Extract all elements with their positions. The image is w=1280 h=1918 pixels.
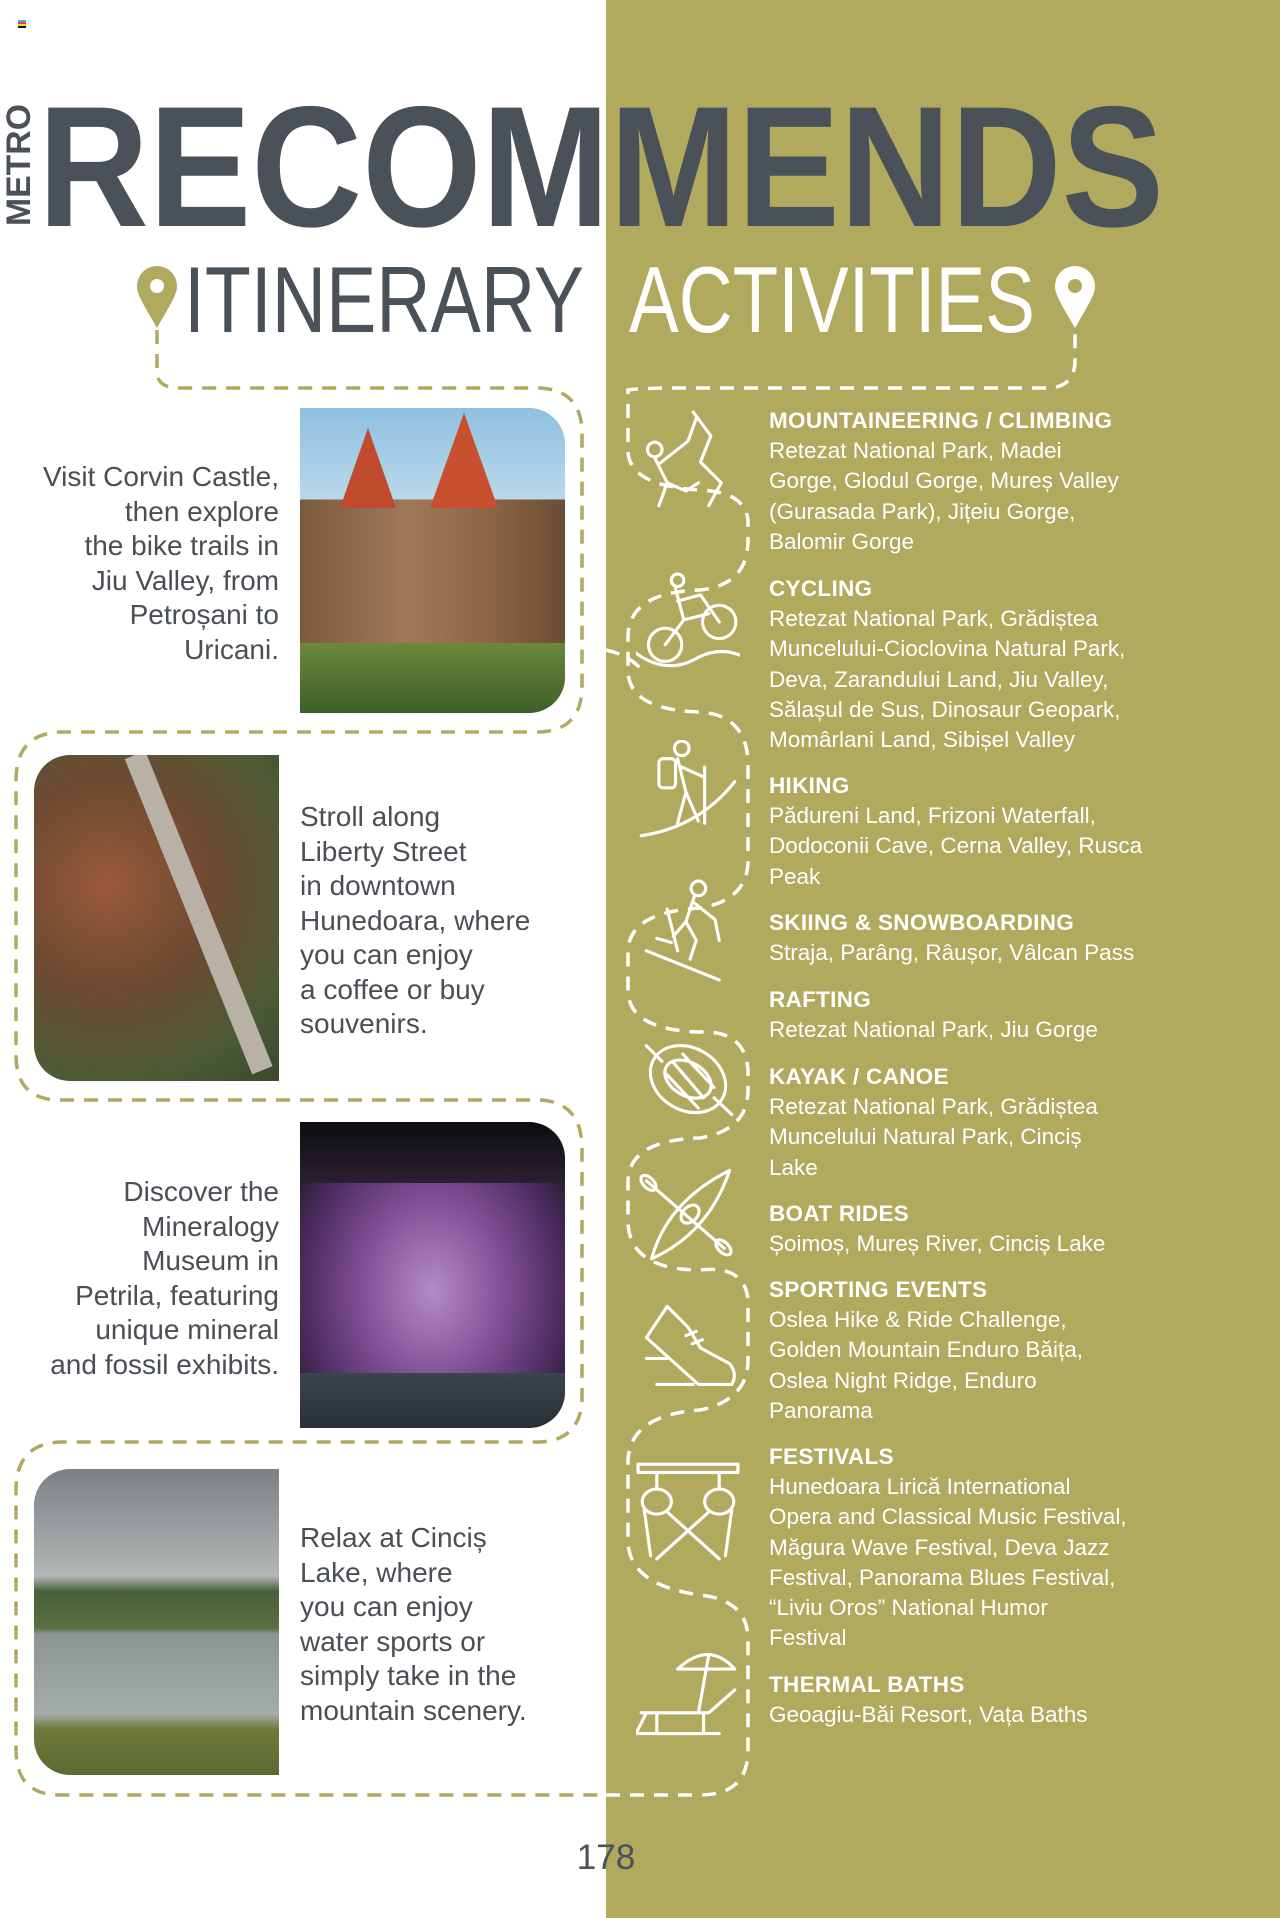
section-headings <box>0 250 1280 350</box>
climbing-icon <box>636 410 740 514</box>
map-pin-icon <box>137 266 177 328</box>
hiking-icon <box>636 740 740 844</box>
stage-lights-icon <box>636 1460 740 1564</box>
photo-hunedoara-town <box>34 755 279 1081</box>
activity-item <box>769 908 1269 968</box>
itinerary-text-line: a coffee or buy <box>300 973 485 1005</box>
activity-locations-line: Retezat National Park, Grădiștea <box>769 606 1098 632</box>
itinerary-text-line: Relax at Cinciș <box>300 1522 487 1553</box>
itinerary-text-3 <box>9 1175 279 1382</box>
masthead <box>0 90 1280 240</box>
masthead-title: RECOMMENDS <box>38 90 1164 240</box>
activity-locations-line: Straja, Parâng, Râușor, Vâlcan Pass <box>769 940 1135 966</box>
activity-item <box>769 985 1269 1045</box>
itinerary-text-1 <box>9 460 279 667</box>
itinerary-text-line: Petrila, featuring <box>75 1279 279 1311</box>
itinerary-text-line: Hunedoara, where <box>300 904 531 936</box>
activity-item <box>769 1275 1269 1426</box>
map-pin-icon <box>1055 266 1095 328</box>
sneaker-icon <box>636 1296 740 1400</box>
itinerary-text-line: Discover the <box>123 1176 279 1207</box>
activity-title: BOAT RIDES <box>769 1201 910 1226</box>
activity-locations-line: Pădureni Land, Frizoni Waterfall, <box>769 803 1096 829</box>
activity-locations-line: Măgura Wave Festival, Deva Jazz <box>769 1534 1110 1560</box>
itinerary-text-line: Museum in <box>142 1245 279 1276</box>
activity-title: KAYAK / CANOE <box>769 1064 949 1089</box>
itinerary-text-line: you can enjoy <box>300 1591 473 1622</box>
activity-locations-line: Opera and Classical Music Festival, <box>769 1504 1127 1530</box>
itinerary-text-line: you can enjoy <box>300 939 473 970</box>
itinerary-text-line: Liberty Street <box>300 835 467 867</box>
activity-item <box>769 1062 1269 1183</box>
activity-locations-line: Dodoconii Cave, Cerna Valley, Rusca <box>769 833 1143 859</box>
activity-title: FESTIVALS <box>769 1444 894 1469</box>
activity-locations-line: “Liviu Oros” National Humor <box>769 1595 1048 1621</box>
activity-locations-line: Festival <box>769 1625 847 1651</box>
activity-locations-line: Retezat National Park, Grădiștea <box>769 1094 1098 1120</box>
activity-locations-line: Momârlani Land, Sibișel Valley <box>769 727 1075 753</box>
photo-amethyst-mineral <box>300 1122 565 1428</box>
photo-cincis-lake <box>34 1469 279 1775</box>
activity-item <box>769 1442 1269 1653</box>
itinerary-heading: ITINERARY <box>184 250 584 350</box>
itinerary-text-2 <box>300 800 600 1042</box>
activity-locations-line: Panorama <box>769 1397 873 1423</box>
activity-title: MOUNTAINEERING / CLIMBING <box>769 408 1113 433</box>
sunbed-umbrella-icon <box>636 1640 740 1744</box>
activity-item <box>769 574 1269 755</box>
itinerary-text-line: souvenirs. <box>300 1008 428 1039</box>
activity-locations-line: Muncelului Natural Park, Cinciș <box>769 1124 1082 1150</box>
itinerary-text-line: simply take in the <box>300 1660 517 1691</box>
brand-metro: METRO <box>0 103 38 226</box>
page-number: 178 <box>576 1838 636 1877</box>
activity-locations-line: Deva, Zarandului Land, Jiu Valley, <box>769 666 1109 692</box>
activity-title: SPORTING EVENTS <box>769 1277 988 1302</box>
activity-locations-line: Peak <box>769 863 821 889</box>
activity-locations-line: Oslea Night Ridge, Enduro <box>769 1367 1037 1393</box>
activity-locations-line: Hunedoara Lirică International <box>769 1474 1071 1500</box>
itinerary-text-line: and fossil exhibits. <box>50 1348 279 1380</box>
itinerary-text-line: the bike trails in <box>84 530 279 561</box>
skiing-icon <box>636 878 740 982</box>
itinerary-text-line: Petroșani to <box>129 599 279 630</box>
itinerary-text-line: Jiu Valley, from <box>91 564 279 596</box>
activity-title: CYCLING <box>769 576 873 601</box>
itinerary-text-line: water sports or <box>300 1625 486 1657</box>
activity-item <box>769 1199 1269 1259</box>
itinerary-text-line: in downtown <box>300 870 456 901</box>
activity-locations-line: Balomir Gorge <box>769 528 915 554</box>
itinerary-text-4 <box>300 1521 600 1728</box>
activity-item <box>769 771 1269 892</box>
activity-locations-line: Retezat National Park, Madei <box>769 438 1062 464</box>
activity-locations-line: Oslea Hike & Ride Challenge, <box>769 1307 1067 1333</box>
itinerary-text-line: Stroll along <box>300 801 441 832</box>
activity-item <box>769 406 1269 557</box>
rafting-icon <box>636 1025 740 1129</box>
itinerary-text-line: Uricani. <box>184 633 279 665</box>
activity-locations-line: Lake <box>769 1154 818 1180</box>
activity-item <box>769 1670 1269 1730</box>
activity-locations-line: Geoagiu-Băi Resort, Vața Baths <box>769 1702 1088 1728</box>
itinerary-text-line: Mineralogy <box>142 1210 279 1242</box>
activity-locations-line: Festival, Panorama Blues Festival, <box>769 1564 1116 1590</box>
kayak-icon <box>636 1160 740 1264</box>
activity-locations-line: Golden Mountain Enduro Băița, <box>769 1337 1083 1363</box>
itinerary-text-line: mountain scenery. <box>300 1694 527 1726</box>
itinerary-text-line: Lake, where <box>300 1556 453 1588</box>
photo-corvin-castle <box>300 408 565 713</box>
activity-locations-line: Sălașul de Sus, Dinosaur Geopark, <box>769 696 1121 722</box>
itinerary-text-line: then explore <box>124 495 279 527</box>
activity-locations-line: (Gurasada Park), Jițeiu Gorge, <box>769 498 1076 524</box>
activity-locations-line: Muncelului-Cioclovina Natural Park, <box>769 636 1126 662</box>
activity-title: THERMAL BATHS <box>769 1672 965 1697</box>
activity-locations-line: Șoimoș, Mureș River, Cinciș Lake <box>769 1231 1106 1257</box>
activity-title: RAFTING <box>769 987 872 1012</box>
itinerary-text-line: unique mineral <box>95 1314 279 1345</box>
cycling-icon <box>636 572 740 676</box>
activity-title: SKIING & SNOWBOARDING <box>769 910 1075 935</box>
activity-locations-line: Gorge, Glodul Gorge, Mureș Valley <box>769 468 1119 494</box>
activity-locations-line: Retezat National Park, Jiu Gorge <box>769 1017 1098 1043</box>
activities-heading: ACTIVITIES <box>629 250 1035 350</box>
itinerary-text-line: Visit Corvin Castle, <box>42 461 279 492</box>
activity-title: HIKING <box>769 773 850 798</box>
